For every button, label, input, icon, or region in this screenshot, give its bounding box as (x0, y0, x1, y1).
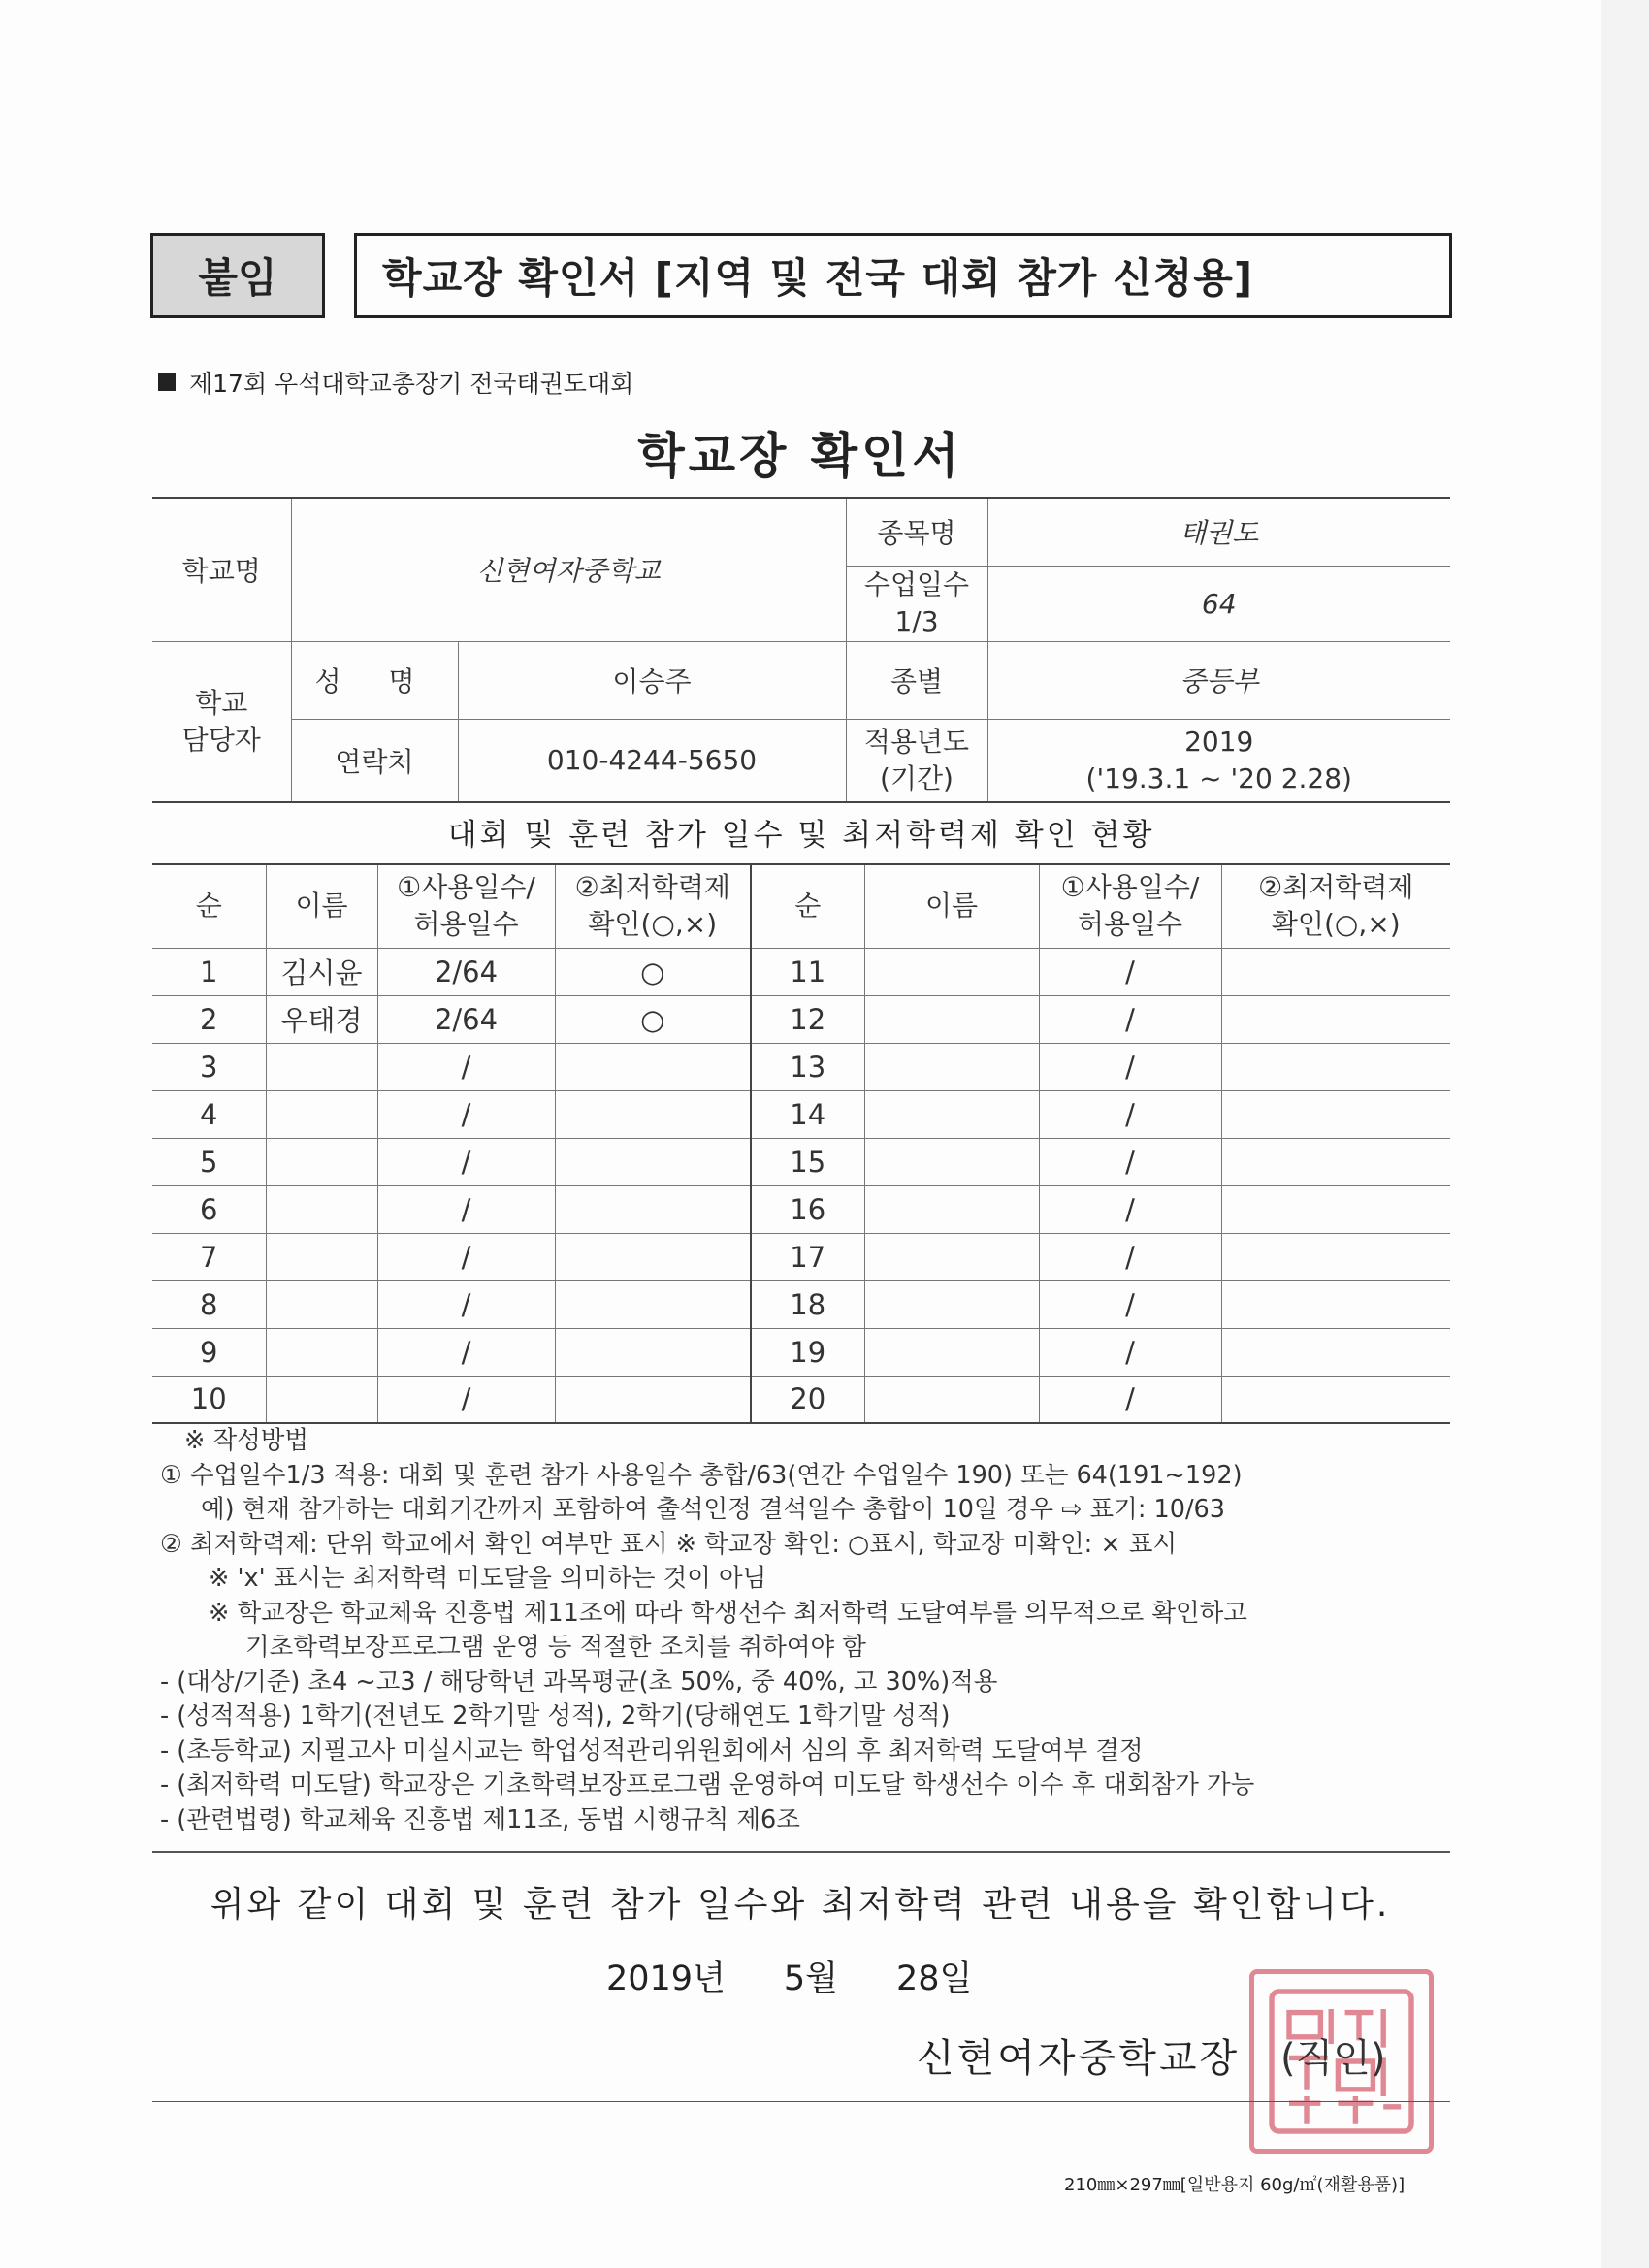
days-used: 2/64 (377, 995, 555, 1043)
days-used: / (377, 1185, 555, 1233)
athlete-name (864, 1138, 1039, 1185)
sport-value: 태권도 (987, 498, 1450, 566)
table-row (152, 1138, 1450, 1185)
days-used: / (1039, 948, 1221, 995)
row-number: 17 (751, 1233, 864, 1280)
academic-check (1221, 1185, 1450, 1233)
athlete-name (266, 1376, 377, 1423)
athlete-name (864, 1328, 1039, 1376)
row-number: 14 (751, 1090, 864, 1138)
academic-check (555, 1376, 751, 1423)
detail-1: - (대상/기준) 초4 ~고3 / 해당학년 과목평균(초 50%, 중 40%, 고 30%)적용 (160, 1667, 998, 1697)
table-row (152, 1233, 1450, 1280)
academic-check (1221, 995, 1450, 1043)
note-2-a: ※ 'x' 표시는 최저학력 미도달을 의미하는 것이 아님 (209, 1564, 767, 1593)
note-1: ① 수업일수1/3 적용: 대회 및 훈련 참가 사용일수 총합/63(연간 수업일수 190) 또는 64(191~192) (160, 1460, 1243, 1490)
row-number: 19 (751, 1328, 864, 1376)
table-row (152, 995, 1450, 1043)
header-check: ②최저학력제 확인(○,×) (555, 864, 751, 948)
name-label: 성 명 (291, 641, 458, 719)
days-used: / (1039, 1280, 1221, 1328)
footer-divider (152, 2101, 1450, 2102)
days-used: / (1039, 1090, 1221, 1138)
academic-check (555, 1185, 751, 1233)
athlete-name (266, 1185, 377, 1233)
row-number: 6 (152, 1185, 266, 1233)
date-day: 28일 (895, 1960, 973, 1998)
paper-spec: 210㎜×297㎜[일반용지 60g/㎡(재활용품)] (1064, 2175, 1406, 2195)
days-used: / (377, 1376, 555, 1423)
academic-check (1221, 1233, 1450, 1280)
row-number: 8 (152, 1280, 266, 1328)
academic-check: ○ (555, 995, 751, 1043)
athlete-name: 우태경 (266, 995, 377, 1043)
header-days: ①사용일수/ 허용일수 (377, 864, 555, 948)
table-row (152, 1280, 1450, 1328)
athlete-name (266, 1280, 377, 1328)
header-name: 이름 (864, 864, 1039, 948)
row-number: 3 (152, 1043, 266, 1090)
athlete-name (266, 1233, 377, 1280)
header-no: 순 (751, 864, 864, 948)
days-used: 2/64 (377, 948, 555, 995)
academic-check (1221, 1280, 1450, 1328)
days-used: / (1039, 1043, 1221, 1090)
seal-label: (직인) (1280, 2036, 1386, 2081)
school-value: 신현여자중학교 (291, 498, 846, 641)
table-row (152, 1376, 1450, 1423)
academic-check (555, 1138, 751, 1185)
days-used: / (377, 1280, 555, 1328)
academic-check (1221, 1328, 1450, 1376)
status-title: 대회 및 훈련 참가 일수 및 최저학력제 확인 현황 (447, 818, 1155, 853)
square-bullet-icon (158, 373, 176, 391)
athlete-name (266, 1328, 377, 1376)
days-used: / (1039, 1233, 1221, 1280)
event-name: 제17회 우석대학교총장기 전국태권도대회 (189, 370, 634, 398)
table-row (152, 1090, 1450, 1138)
table-row (152, 948, 1450, 995)
academic-check (555, 1280, 751, 1328)
athlete-name (864, 1376, 1039, 1423)
detail-3: - (초등학교) 지필고사 미실시교는 학업성적관리위원회에서 심의 후 최저학력 도달여부 결정 (160, 1735, 1144, 1766)
row-number: 10 (152, 1376, 266, 1423)
days-used: / (377, 1043, 555, 1090)
class-days-label: 수업일수 1/3 (846, 566, 987, 641)
days-used: / (377, 1090, 555, 1138)
days-used: / (1039, 995, 1221, 1043)
athlete-name (266, 1090, 377, 1138)
row-number: 20 (751, 1376, 864, 1423)
row-number: 11 (751, 948, 864, 995)
row-number: 1 (152, 948, 266, 995)
note-2-b: ※ 학교장은 학교체육 진흥법 제11조에 따라 학생선수 최저학력 도달여부를 의무적으로 확인하고 (209, 1598, 1247, 1628)
signing-date (606, 1952, 972, 2000)
athlete-name (864, 948, 1039, 995)
days-used: / (377, 1328, 555, 1376)
days-used: / (1039, 1138, 1221, 1185)
event-line (158, 365, 633, 400)
academic-check (555, 1233, 751, 1280)
table-row (152, 1328, 1450, 1376)
class-days-value: 64 (987, 566, 1450, 641)
note-1-example: 예) 현재 참가하는 대회기간까지 포함하여 출석인정 결석일수 총합이 10일 경우 ⇨ 표기: 10/63 (201, 1495, 1225, 1524)
academic-check (1221, 948, 1450, 995)
academic-check (555, 1328, 751, 1376)
manager-label: 학교 담당자 (152, 641, 291, 802)
academic-check (1221, 1043, 1450, 1090)
days-used: / (377, 1138, 555, 1185)
date-month: 5월 (783, 1960, 838, 1998)
row-number: 12 (751, 995, 864, 1043)
row-number: 9 (152, 1328, 266, 1376)
header-check: ②최저학력제 확인(○,×) (1221, 864, 1450, 948)
athlete-name (864, 1090, 1039, 1138)
academic-check (1221, 1376, 1450, 1423)
divider (152, 1851, 1450, 1853)
school-label: 학교명 (152, 498, 291, 641)
notes-heading: ※ 작성방법 (184, 1426, 309, 1455)
athlete-name (864, 1280, 1039, 1328)
athlete-name (864, 1185, 1039, 1233)
detail-5: - (관련법령) 학교체육 진흥법 제11조, 동법 시행규칙 제6조 (160, 1804, 800, 1834)
days-used: / (1039, 1185, 1221, 1233)
header-no: 순 (152, 864, 266, 948)
athlete-name (266, 1043, 377, 1090)
signer-name: 신현여자중학교장 (917, 2036, 1241, 2081)
days-used: / (377, 1233, 555, 1280)
form-title: 학교장 확인서 [지역 및 전국 대회 참가 신청용] (354, 233, 1452, 318)
table-row (152, 1043, 1450, 1090)
row-number: 15 (751, 1138, 864, 1185)
date-year: 2019년 (606, 1960, 726, 1998)
header-days: ①사용일수/ 허용일수 (1039, 864, 1221, 948)
detail-4: - (최저학력 미도달) 학교장은 기초학력보장프로그램 운영하여 미도달 학생선수 이수 후 대회참가 가능 (160, 1770, 1255, 1799)
row-number: 18 (751, 1280, 864, 1328)
instructions (160, 1424, 1460, 1837)
contact-label: 연락처 (291, 719, 458, 802)
participation-table (152, 863, 1450, 1424)
contact-value: 010-4244-5650 (458, 719, 846, 802)
academic-check (1221, 1090, 1450, 1138)
note-2: ② 최저학력제: 단위 학교에서 확인 여부만 표시 ※ 학교장 확인: ○표시, 학교장 미확인: × 표시 (160, 1529, 1178, 1559)
row-number: 2 (152, 995, 266, 1043)
row-number: 5 (152, 1138, 266, 1185)
document-title: 학교장 확인서 (637, 428, 963, 484)
academic-check (555, 1043, 751, 1090)
detail-2: - (성적적용) 1학기(전년도 2학기말 성적), 2학기(당해연도 1학기말 성적) (160, 1701, 951, 1731)
academic-check (1221, 1138, 1450, 1185)
athlete-name: 김시윤 (266, 948, 377, 995)
row-number: 4 (152, 1090, 266, 1138)
name-value: 이승주 (458, 641, 846, 719)
athlete-name (864, 1043, 1039, 1090)
table-row (152, 1185, 1450, 1233)
row-number: 7 (152, 1233, 266, 1280)
academic-check: ○ (555, 948, 751, 995)
year-label: 적용년도 (기간) (846, 719, 987, 802)
confirmation-text: 위와 같이 대회 및 훈련 참가 일수와 최저학력 관련 내용을 확인합니다. (210, 1885, 1391, 1925)
days-used: / (1039, 1376, 1221, 1423)
days-used: / (1039, 1328, 1221, 1376)
row-number: 16 (751, 1185, 864, 1233)
division-value: 중등부 (987, 641, 1450, 719)
athlete-name (864, 1233, 1039, 1280)
academic-check (555, 1090, 751, 1138)
header-name: 이름 (266, 864, 377, 948)
sport-label: 종목명 (846, 498, 987, 566)
division-label: 종별 (846, 641, 987, 719)
athlete-name (266, 1138, 377, 1185)
attachment-badge: 붙임 (150, 233, 325, 318)
athlete-name (864, 995, 1039, 1043)
school-info-table (152, 497, 1450, 803)
note-2-b2: 기초학력보장프로그램 운영 등 적절한 조치를 취하여야 함 (245, 1633, 866, 1662)
row-number: 13 (751, 1043, 864, 1090)
year-value: 2019 ('19.3.1 ~ '20 2.28) (987, 719, 1450, 802)
